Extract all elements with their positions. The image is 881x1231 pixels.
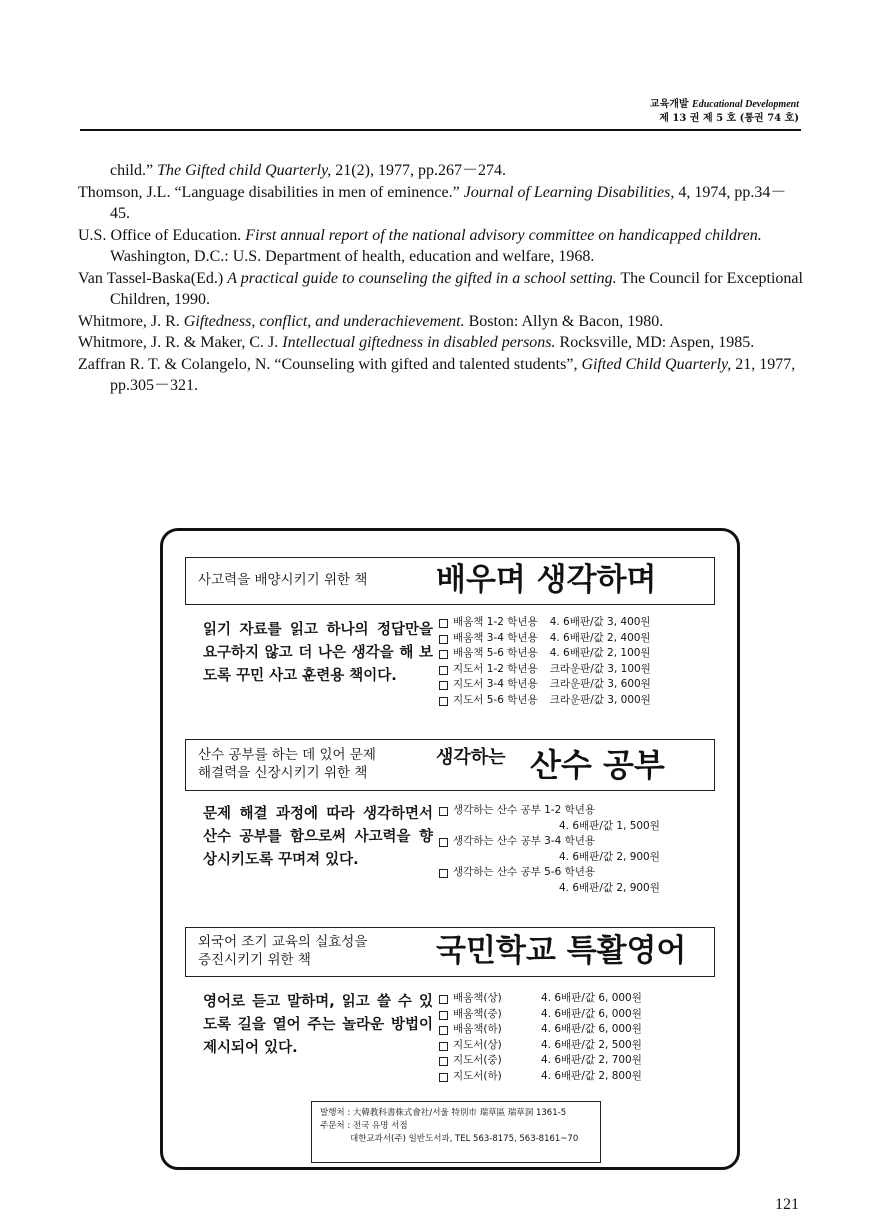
reference-item: Whitmore, J. R. Giftedness, conflict, and underachievement. Boston: Allyn & Bacon, 1980.: [78, 312, 664, 330]
list-item: 생각하는 산수 공부 1-2 학년용: [439, 803, 660, 819]
checkbox-icon: [439, 838, 448, 847]
checkbox-icon: [439, 807, 448, 816]
checkbox-icon: [439, 1073, 448, 1082]
checkbox-icon: [439, 666, 448, 675]
checkbox-icon: [439, 650, 448, 659]
checkbox-icon: [439, 1026, 448, 1035]
list-item: 생각하는 산수 공부 3-4 학년용: [439, 834, 660, 850]
checkbox-icon: [439, 1011, 448, 1020]
section3-title: 국민학교 특활영어: [436, 933, 687, 969]
list-item: 배움책(상) 4. 6배판/값 6, 000원: [439, 991, 642, 1007]
item-price: 4. 6배판/값 1, 500원: [559, 819, 660, 832]
page-number: 121: [775, 1196, 799, 1213]
section3-description: 영어로 듣고 말하며, 읽고 쓸 수 있도록 길을 열어 주는 놀라운 방법이 제시되어 있다.: [203, 994, 433, 1056]
list-item: 배움책(중) 4. 6배판/값 6, 000원: [439, 1007, 642, 1023]
section3-label-line2: 증진시키기 위한 책: [198, 952, 311, 968]
list-item: 배움책 1-2 학년용 4. 6배판/값 3, 400원: [439, 615, 651, 631]
journal-name-kr: 교육개발: [649, 99, 689, 110]
section2-header: [185, 739, 715, 791]
reference-item: Whitmore, J. R. & Maker, C. J. Intellectual giftedness in disabled persons. Rocksville, MD: Aspen, 1985.: [78, 334, 755, 351]
section2-title-small: 생각하는: [436, 747, 506, 768]
section3-label-line1: 외국어 조기 교육의 실효성을: [198, 934, 368, 950]
list-item: 지도서(상) 4. 6배판/값 2, 500원: [439, 1038, 642, 1054]
section3-header: [185, 927, 715, 977]
checkbox-icon: [439, 619, 448, 628]
section2-label-line1: 산수 공부를 하는 데 있어 문제: [198, 747, 376, 763]
list-item: 배움책 5-6 학년용 4. 6배판/값 2, 100원: [439, 646, 651, 662]
list-item: 지도서 5-6 학년용 크라운판/값 3, 000원: [439, 693, 651, 709]
contact-line: 대한교과서(주) 일반도서과, TEL 563-8175, 563-8161~70: [350, 1134, 579, 1144]
checkbox-icon: [439, 1057, 448, 1066]
section1-label: 사고력을 배양시키기 위한 책: [198, 572, 368, 588]
checkbox-icon: [439, 995, 448, 1004]
section1-items: [439, 615, 651, 709]
checkbox-icon: [439, 869, 448, 878]
item-price: 4. 6배판/값 2, 900원: [559, 850, 660, 863]
section1-description: 읽기 자료를 읽고 하나의 정답만을 요구하지 않고 더 나은 생각을 해 보도록 꾸민 사고 훈련용 책이다.: [203, 622, 433, 684]
list-item: 지도서 1-2 학년용 크라운판/값 3, 100원: [439, 662, 651, 678]
section1-header: [185, 557, 715, 605]
list-item: 지도서 3-4 학년용 크라운판/값 3, 600원: [439, 677, 651, 693]
reference-item: Thomson, J.L. “Language disabilities in men of eminence.” Journal of Learning Disabilities, 4, 1974, pp.34－45.: [78, 183, 787, 222]
journal-name-en: Educational Development: [692, 99, 799, 110]
item-price: 4. 6배판/값 2, 900원: [559, 881, 660, 894]
list-item: 지도서(하) 4. 6배판/값 2, 800원: [439, 1069, 642, 1085]
list-item: 배움책 3-4 학년용 4. 6배판/값 2, 400원: [439, 631, 651, 647]
order-line: 주문처 : 전국 유명 서점: [320, 1121, 408, 1131]
reference-item: U.S. Office of Education. First annual report of the national advisory committee on handicapped children. Washington, D.C.: U.S. Department of health, education and welfare, 1968.: [78, 226, 762, 265]
checkbox-icon: [439, 1042, 448, 1051]
list-item: 생각하는 산수 공부 5-6 학년용: [439, 865, 660, 881]
checkbox-icon: [439, 635, 448, 644]
checkbox-icon: [439, 697, 448, 706]
reference-item: Van Tassel-Baska(Ed.) A practical guide to counseling the gifted in a school setting. The Council for Exceptional Children, 1990.: [78, 269, 803, 308]
list-item: 배움책(하) 4. 6배판/값 6, 000원: [439, 1022, 642, 1038]
journal-header: [650, 98, 799, 126]
section2-label-line2: 해결력을 신장시키기 위한 책: [198, 765, 368, 781]
checkbox-icon: [439, 681, 448, 690]
reference-item: Zaffran R. T. & Colangelo, N. “Counseling with gifted and talented students”, Gifted Child Quarterly, 21, 1977, pp.305－321.: [78, 355, 796, 394]
section1-title: 배우며 생각하며: [436, 562, 657, 598]
publisher-box: [311, 1101, 601, 1163]
section3-items: [439, 991, 642, 1085]
list-item: 지도서(중) 4. 6배판/값 2, 700원: [439, 1053, 642, 1069]
header-rule: [80, 129, 801, 131]
section2-description: 문제 해결 과정에 따라 생각하면서 산수 공부를 함으로써 사고력을 향상시키도록 꾸며져 있다.: [203, 806, 433, 868]
section2-title-big: 산수 공부: [530, 746, 665, 784]
publisher-line: 발행처 : 大韓教科書株式會社/서울 特別市 瑞草區 瑞草洞 1361-5: [320, 1108, 567, 1118]
reference-item: child.” The Gifted child Quarterly, 21(2), 1977, pp.267－274.: [110, 162, 506, 179]
book-advertisement: [160, 528, 740, 1170]
section2-items: [439, 803, 660, 897]
journal-issue: 제 13 권 제 5 호 (통권 74 호): [659, 113, 799, 124]
reference-list: [78, 160, 803, 397]
